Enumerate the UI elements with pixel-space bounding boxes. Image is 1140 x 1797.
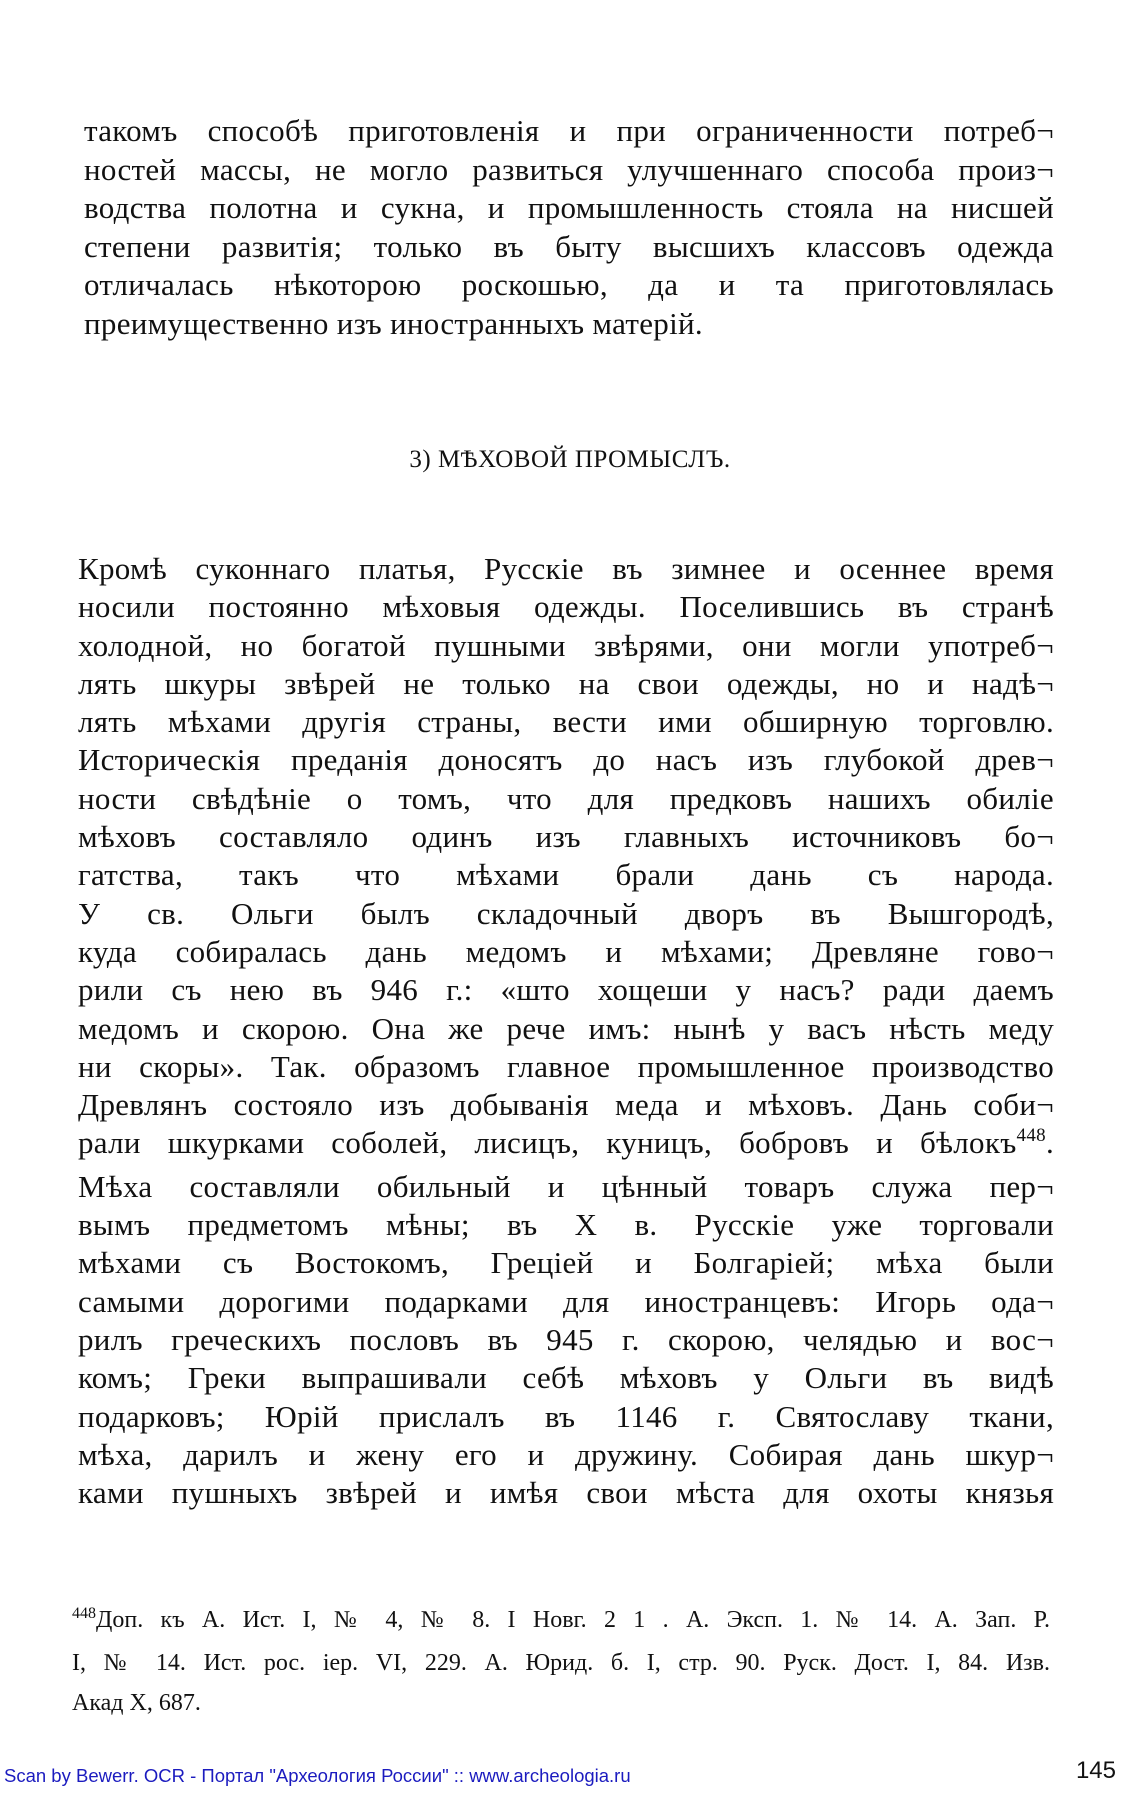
- footnote-line: Акад X, 687.: [72, 1690, 201, 1716]
- text-line: преимущественно изъ иностранныхъ матерій.: [84, 305, 703, 341]
- text-line: Древлянъ состояло изъ добыванія меда и мѣховъ. Дань соби¬: [78, 1087, 1054, 1123]
- text-line: рили съ нею въ 946 г.: «што хощеши у насъ? ради даемъ: [78, 972, 1054, 1008]
- body-paragraph: [78, 550, 1054, 1512]
- footnote-line: I, № 14. Ист. рос. іер. VI, 229. А. Юрид. б. I, стр. 90. Руск. Дост. I, 84. Изв.: [72, 1650, 1050, 1676]
- section-heading: 3) МѢХОВОЙ ПРОМЫСЛЪ.: [409, 446, 731, 473]
- text-line: такомъ способѣ приготовленія и при ограниченности потреб¬: [84, 113, 1054, 148]
- text-line: Историческія преданія доносятъ до насъ изъ глубокой древ¬: [78, 742, 1054, 778]
- text-line: гатства, такъ что мѣхами брали дань съ народа.: [78, 857, 1054, 893]
- text-line: Мѣха составляли обильный и цѣнный товаръ служа пер¬: [78, 1168, 1054, 1204]
- footnote-number: 448: [72, 1605, 96, 1622]
- text-line-with-footnote-ref: [78, 1124, 1054, 1167]
- text-line: носили постоянно мѣховыя одежды. Поселившись въ странѣ: [78, 589, 1054, 625]
- text-line: отличалась нѣкоторою роскошью, да и та приготовлялась: [84, 267, 1054, 303]
- intro-paragraph: [84, 112, 1054, 344]
- footnote: [72, 1600, 1050, 1723]
- page-number: 145: [1075, 1757, 1116, 1784]
- text-line: ности свѣдѣніе о томъ, что для предковъ нашихъ обиліе: [78, 780, 1054, 816]
- text-line: У св. Ольги былъ складочный дворъ въ Вышгородѣ,: [78, 895, 1054, 931]
- text-line: лять мѣхами другія страны, вести ими обширную торговлю.: [78, 704, 1054, 740]
- text-line: мѣхами съ Востокомъ, Греціей и Болгаріей; мѣха были: [78, 1245, 1054, 1281]
- text-line: мѣха, дарилъ и жену его и дружину. Собирая дань шкур¬: [78, 1436, 1054, 1472]
- text-line: холодной, но богатой пушными звѣрями, они могли употреб¬: [78, 627, 1054, 663]
- text-line: медомъ и скорою. Она же рече имъ: нынѣ у васъ нѣсть меду: [78, 1010, 1054, 1046]
- text-line: подарковъ; Юрій прислалъ въ 1146 г. Святославу ткани,: [78, 1398, 1054, 1434]
- text-line: комъ; Греки выпрашивали себѣ мѣховъ у Ольги въ видѣ: [78, 1360, 1054, 1396]
- footnote-reference[interactable]: 448: [1016, 1125, 1046, 1147]
- text-line: вымъ предметомъ мѣны; въ X в. Русскіе уже торговали: [78, 1207, 1054, 1243]
- text-line: ками пушныхъ звѣрей и имѣя свои мѣста для охоты князья: [78, 1475, 1054, 1511]
- text-line-content: рали шкурками соболей, лисицъ, куницъ, бобровъ и бѣлокъ: [78, 1125, 1017, 1161]
- text-line: ностей массы, не могло развиться улучшеннаго способа произ¬: [84, 151, 1054, 187]
- text-line: куда собиралась дань медомъ и мѣхами; Древляне гово¬: [78, 933, 1054, 969]
- text-line: Кромѣ суконнаго платья, Русскіе въ зимнее и осеннее время: [78, 551, 1054, 586]
- text-line: степени развитія; только въ быту высшихъ классовъ одежда: [84, 228, 1054, 264]
- text-line: самыми дорогими подарками для иностранцевъ: Игорь ода¬: [78, 1283, 1054, 1319]
- footnote-reference-period: .: [1045, 1125, 1054, 1161]
- text-line: водства полотна и сукна, и промышленность стояла на нисшей: [84, 190, 1054, 226]
- text-line: лять шкуры звѣрей не только на свои одежды, но и надѣ¬: [78, 665, 1054, 701]
- text-line: мѣховъ составляло одинъ изъ главныхъ источниковъ бо¬: [78, 819, 1054, 855]
- text-line: рилъ греческихъ пословъ въ 945 г. скорою, челядью и вос¬: [78, 1321, 1054, 1357]
- text-line: ни скоры». Так. образомъ главное промышленное производство: [78, 1048, 1054, 1084]
- footnote-text: Доп. къ А. Ист. I, № 4, № 8. I Новг. 2 1 . А. Эксп. 1. № 14. А. Зап. Р.: [96, 1607, 1050, 1633]
- scan-credit-link[interactable]: Scan by Bewerr. OCR - Портал "Археология России" :: www.archeologia.ru: [4, 1765, 631, 1786]
- footnote-line: [72, 1600, 1050, 1643]
